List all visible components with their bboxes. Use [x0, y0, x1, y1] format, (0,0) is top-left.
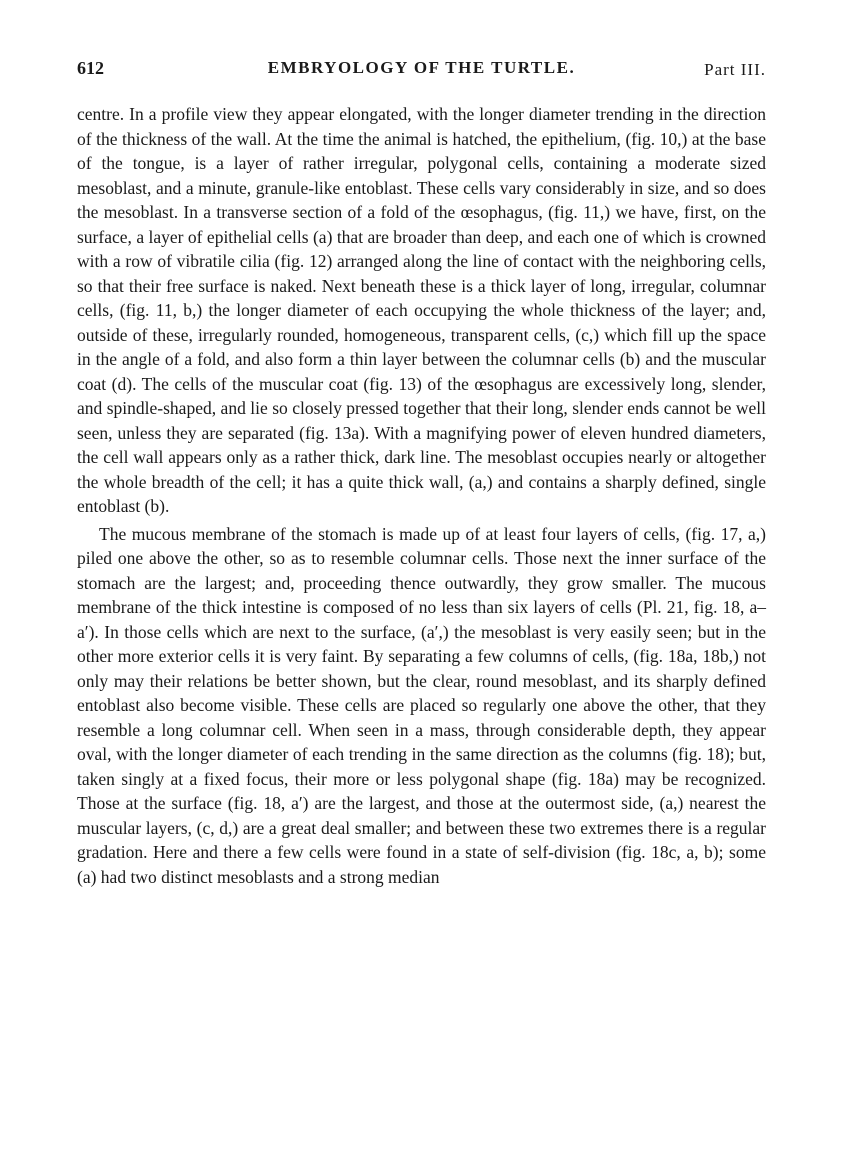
paragraph-continuation: centre. In a profile view they appear elongated, with the longer diameter trending in the direction of the thickness of the wall. At the time the animal is hatched, the epithelium, (fig. 10,) at the base of the tongue, is a layer of rather irregular, polygonal cells, containing a moderate sized mesoblast, and a minute, granule-like entoblast. These cells vary considerably in size, and so does the mesoblast. In a transverse section of a fold of the œsophagus, (fig. 11,) we have, first, on the surface, a layer of epithelial cells (a) that are broader than deep, and each one of which is crowned with a row of vibratile cilia (fig. 12) arranged along the line of contact with the neighboring cells, so that their free surface is naked. Next beneath these is a thick layer of long, irregular, columnar cells, (fig. 11, b,) the longer diameter of each occupying the whole thickness of the layer; and, outside of these, irregularly rounded, homogeneous, transparent cells, (c,) which fill up the space in the angle of a fold, and also form a thin layer between the columnar cells (b) and the muscular coat (d). The cells of the muscular coat (fig. 13) of the œsophagus are excessively long, slender, and spindle-shaped, and lie so closely pressed together that their long, slender ends cannot be well seen, unless they are separated (fig. 13a). With a magnifying power of eleven hundred diameters, the cell wall appears only as a rather thick, dark line. The mesoblast occupies nearly or altogether the whole breadth of the cell; it has a quite thick wall, (a,) and contains a sharply defined, single entoblast (b).	[77, 104, 766, 516]
part-label: Part III.	[704, 60, 766, 79]
paragraph-stomach: The mucous membrane of the stomach is made up of at least four layers of cells, (fig. 17, a,) piled one above the other, so as to resemble columnar cells. Those next the inner surface of the stomach are the largest; and, proceeding thence outwardly, they grow smaller. The mucous membrane of the thick intestine is composed of no less than six layers of cells (Pl. 21, fig. 18, a–a′). In those cells which are next to the surface, (a′,) the mesoblast is very easily seen; but in the other more exterior cells it is very faint. By separating a few columns of cells, (fig. 18a, 18b,) not only may their relations be better shown, but the clear, round mesoblast, and its sharply defined entoblast also become visible. These cells are placed so regularly one above the other, that they resemble a long columnar cell. When seen in a mass, through considerable depth, they appear oval, with the longer diameter of each trending in the same direction as the columns (fig. 18); but, taken singly at a fixed focus, their more or less polygonal shape (fig. 18a) may be recognized. Those at the surface (fig. 18, a′) are the largest, and those at the outermost side, (a,) nearest the muscular layers, (c, d,) are a great deal smaller; and between these two extremes there is a regular gradation. Here and there a few cells were found in a state of self-division (fig. 18c, a, b); some (a) had two distinct mesoblasts and a strong median	[77, 523, 766, 887]
page-number: 612	[77, 58, 104, 78]
body-text	[77, 102, 766, 889]
page-header	[77, 58, 766, 88]
running-title: EMBRYOLOGY OF THE TURTLE.	[267, 58, 576, 77]
